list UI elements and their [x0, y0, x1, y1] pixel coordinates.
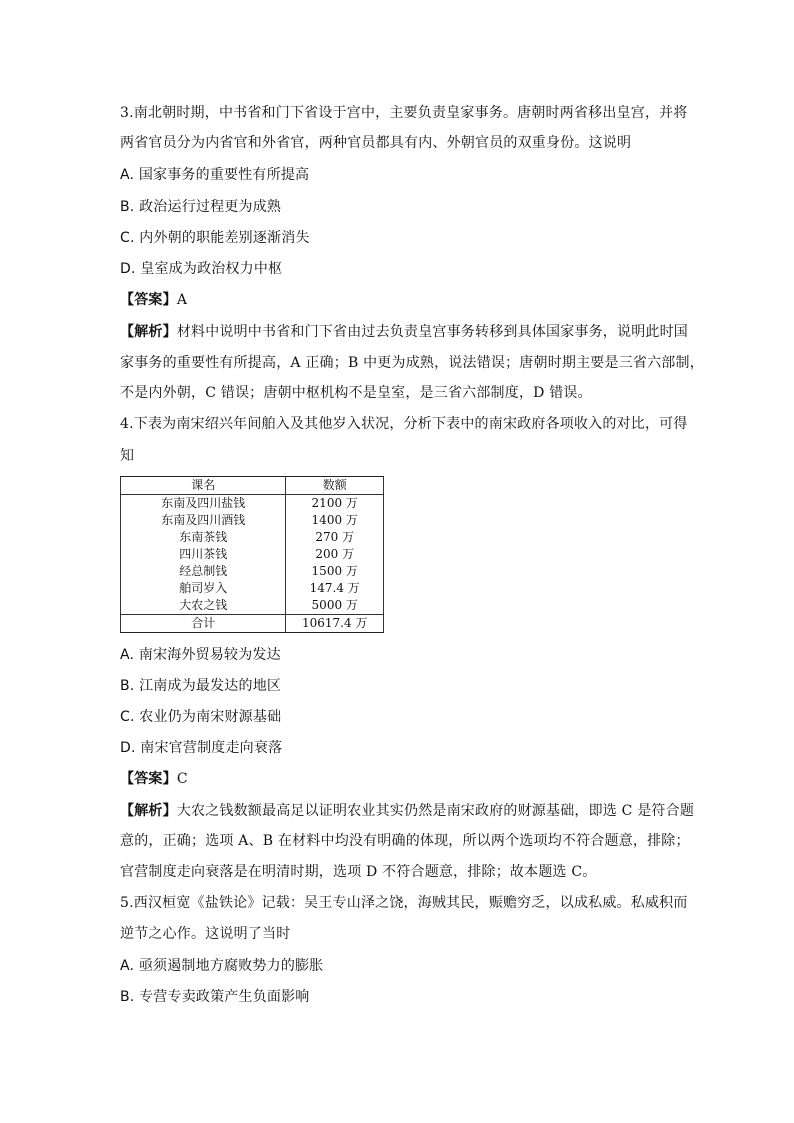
- q3-analysis-line1: [120, 322, 689, 342]
- q3-answer-label: 【答案】: [120, 292, 177, 308]
- q3-option-a: A. 国家事务的重要性有所提高: [120, 167, 310, 183]
- table-cell: 147.4 万: [309, 581, 360, 595]
- table-total-value: 10617.4 万: [286, 615, 384, 633]
- table-header-row: [121, 477, 384, 495]
- q5-option-b: B. 专营专卖政策产生负面影响: [120, 989, 310, 1005]
- q4-option-b: B. 江南成为最发达的地区: [120, 678, 282, 694]
- table-total-row: [121, 615, 384, 633]
- q4-option-c: C. 农业仍为南宋财源基础: [120, 709, 282, 725]
- q5-option-a: A. 亟须遏制地方腐败势力的膨胀: [120, 958, 324, 974]
- table-row: [121, 597, 384, 615]
- q3-answer: [120, 290, 680, 310]
- table-header-cell: 课名: [121, 477, 286, 495]
- revenue-table: [120, 476, 384, 633]
- table-cell: 大农之钱: [121, 597, 286, 615]
- table-cell: 5000 万: [311, 598, 358, 612]
- table-cell: 东南及四川盐钱: [121, 495, 286, 513]
- table-cell: 270 万: [315, 530, 355, 544]
- table-cell: 四川茶钱: [121, 546, 286, 563]
- q4-analysis-label: 【解析】: [120, 803, 177, 819]
- q3-analysis-line3: 不是内外朝，C 错误；唐朝中枢机构不是皇室，是三省六部制度，D 错误。: [120, 385, 592, 401]
- table-row: [121, 529, 384, 546]
- table-cell: 东南及四川酒钱: [121, 512, 286, 529]
- table-row: [121, 495, 384, 513]
- q3-stem-line1: 3.南北朝时期，中书省和门下省设于宫中，主要负责皇家事务。唐朝时两省移出皇宫，并将: [120, 105, 688, 121]
- q4-analysis-line2: 意的，正确；选项 A、B 在材料中均没有明确的体现，所以两个选项均不符合题意，排除；: [120, 833, 690, 849]
- table-row: [121, 563, 384, 580]
- table-row: [121, 546, 384, 563]
- q3-answer-value: A: [176, 292, 188, 308]
- q3-analysis-text1: 材料中说明中书省和门下省由过去负责皇宫事务转移到具体国家事务，说明此时国: [176, 324, 689, 340]
- q4-analysis-line3: 官营制度走向衰落是在明清时期，选项 D 不符合题意，排除；故本题选 C。: [120, 864, 597, 880]
- q5-stem-line1: 5.西汉桓宽《盐铁论》记载：吴王专山泽之饶，海贼其民，赈赡穷乏，以成私威。私威积而: [120, 895, 688, 911]
- q4-answer-value: C: [176, 771, 188, 787]
- q5-stem-line2: 逆节之心作。这说明了当时: [120, 926, 291, 942]
- table-cell: 经总制钱: [121, 563, 286, 580]
- table-cell: 1500 万: [311, 564, 358, 578]
- q4-answer: [120, 769, 680, 789]
- table-cell: 2100 万: [311, 496, 358, 510]
- q3-option-c: C. 内外朝的职能差别逐渐消失: [120, 230, 310, 246]
- q4-answer-label: 【答案】: [120, 771, 177, 787]
- q4-analysis-text1: 大农之钱数额最高足以证明农业其实仍然是南宋政府的财源基础，即选 C 是符合题: [176, 803, 695, 819]
- q3-stem-line2: 两省官员分为内省官和外省官，两种官员都具有内、外朝官员的双重身份。这说明: [120, 135, 632, 151]
- table-cell: 东南茶钱: [121, 529, 286, 546]
- table-total-label: 合计: [121, 615, 286, 633]
- table-cell: 舶司岁入: [121, 580, 286, 597]
- q3-analysis-line2: 家事务的重要性有所提高，A 正确；B 中更为成熟，说法错误；唐朝时期主要是三省六部制，: [120, 355, 704, 371]
- q4-stem-line2: 知: [120, 448, 135, 464]
- q4-option-a: A. 南宋海外贸易较为发达: [120, 647, 281, 663]
- q3-analysis-label: 【解析】: [120, 324, 177, 340]
- q4-stem-line1: 4.下表为南宋绍兴年间舶入及其他岁入状况，分析下表中的南宋政府各项收入的对比，可得: [120, 416, 688, 432]
- table-cell: 200 万: [315, 547, 355, 561]
- table-row: [121, 580, 384, 597]
- table-header-cell: 数额: [286, 477, 384, 495]
- q4-option-d: D. 南宋官营制度走向衰落: [120, 740, 283, 756]
- q4-analysis-line1: [120, 801, 695, 821]
- table-cell: 1400 万: [311, 513, 358, 527]
- table-row: [121, 512, 384, 529]
- q3-option-d: D. 皇室成为政治权力中枢: [120, 261, 283, 277]
- q3-option-b: B. 政治运行过程更为成熟: [120, 199, 282, 215]
